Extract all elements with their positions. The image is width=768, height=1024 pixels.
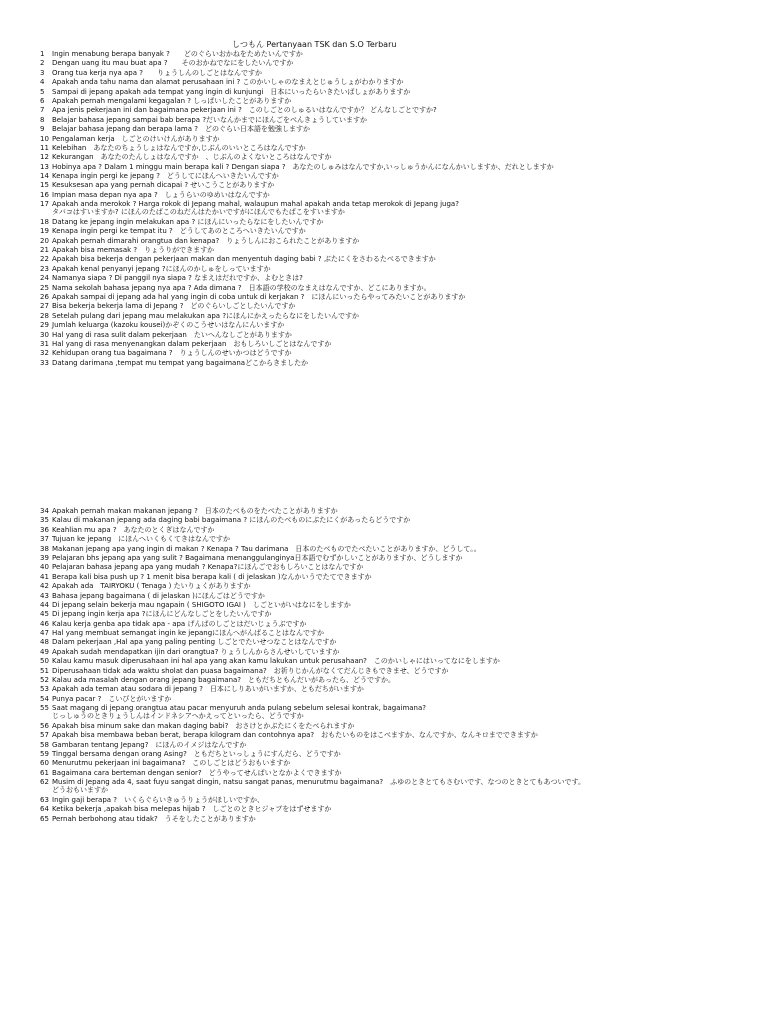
question-number: 46 <box>40 619 49 628</box>
question-number: 7 <box>40 106 45 115</box>
question-row <box>0 750 768 758</box>
question-number: 32 <box>40 349 49 358</box>
question-row <box>0 545 768 553</box>
question-row <box>0 657 768 665</box>
question-line: Impian masa depan nya apa ? しょうらいのゆめいはなんですか <box>52 190 270 199</box>
question-row <box>0 563 768 571</box>
question-number: 60 <box>40 759 49 768</box>
question-number: 13 <box>40 162 49 171</box>
question-number: 51 <box>40 666 49 675</box>
question-row <box>0 695 768 703</box>
question-row <box>0 796 768 804</box>
question-text <box>52 181 274 189</box>
question-list-part-2 <box>0 507 768 823</box>
question-text <box>52 218 323 226</box>
question-number: 10 <box>40 134 49 143</box>
question-line: Makanan jepang apa yang ingin di makan ? Kenapa ? Tau darimana 日本のたべものでたべたいことがありますか、どうして。。 <box>52 544 481 553</box>
question-line: Pelajaran bhs jepang apa yang sulit ? Bagaimana menanggulanginya日本語でむずかしいことがありますか、どうしますか <box>52 553 463 562</box>
question-text <box>52 610 272 618</box>
question-text <box>52 582 251 590</box>
question-line: Kehidupan orang tua bagaimana ? りょうしんのせいかつはどうですか <box>52 349 292 358</box>
question-text <box>52 769 342 777</box>
question-row <box>0 255 768 263</box>
question-line: Jumlah keluarga (kazoku kousei)かぞくのこうせいはなんにんいますか <box>52 321 285 330</box>
question-number: 40 <box>40 563 49 572</box>
question-text <box>52 667 448 675</box>
question-number: 37 <box>40 535 49 544</box>
question-text <box>52 144 306 152</box>
question-line: Namanya siapa ? Di panggil nya siapa ? なまえはだれですか、よむときは? <box>52 274 303 283</box>
question-line: Apakah pernah makan makanan jepang ? 日本のたべものをたべたことがありますか <box>52 507 338 515</box>
question-line: Kalau di makanan jepang ada daging babi bagaimana ? にほんのたべものにぶたにくがあったらどうですか <box>52 516 411 525</box>
question-text <box>52 592 265 600</box>
question-line: Gambaran tentang Jepang? にほんのイメジはなんですか <box>52 740 247 749</box>
question-row <box>0 237 768 245</box>
question-line: Berapa kali bisa push up ? 1 menit bisa berapa kali ( di jelaskan )なんかいうでたてできますか <box>52 572 372 581</box>
question-row <box>0 778 768 794</box>
question-text <box>52 573 372 581</box>
question-line: Diperusahaan tidak ada waktu sholat dan puasa bagaimana? お祈りじかんがなくてだんじきもできませ、どうですか <box>52 666 449 675</box>
question-number: 43 <box>40 591 49 600</box>
question-row <box>0 321 768 329</box>
question-number: 1 <box>40 50 45 58</box>
question-number: 27 <box>40 302 49 311</box>
question-row <box>0 125 768 133</box>
question-line: Kenapa ingin pergi ke jepang ? どうしてにほんへいきたいんですか <box>52 172 279 181</box>
question-line: Ingin menabung berapa banyak ? どのぐらいおかねをためたいんですか <box>52 50 303 58</box>
question-number: 54 <box>40 694 49 703</box>
question-row <box>0 731 768 739</box>
question-row <box>0 759 768 767</box>
question-line: Hal yang di rasa menyenangkan dalam pekerjaan おもしろいしごとはなんですか <box>52 339 332 348</box>
question-row <box>0 340 768 348</box>
question-row <box>0 526 768 534</box>
question-number: 64 <box>40 805 49 814</box>
question-line: Dengan uang itu mau buat apa ? そのおかねでなにをしたいんですか <box>52 59 294 68</box>
question-line: Menurutmu pekerjaan ini bagaimana? このしごとはどうおもいますか <box>52 759 291 768</box>
question-number: 14 <box>40 172 49 181</box>
question-line: Nama sekolah bahasa jepang nya apa ? Ada dimana ? 日本語の学校のなまえはなんですか、どこにありますか。 <box>52 283 431 292</box>
question-text <box>52 629 324 637</box>
question-row <box>0 629 768 637</box>
question-text <box>52 97 291 105</box>
question-text <box>52 78 403 86</box>
question-number: 34 <box>40 507 49 515</box>
question-text <box>52 601 351 609</box>
question-number: 25 <box>40 283 49 292</box>
question-line: Kalau kerja genba apa tidak apa - apa げんばのしごとはだいじょうぶですか <box>52 619 307 628</box>
question-number: 26 <box>40 292 49 301</box>
question-text <box>52 722 354 730</box>
question-line: Setelah pulang dari jepang mau melakukan apa ?にほんにかえったらなにをしたいんですか <box>52 311 360 320</box>
question-row <box>0 97 768 105</box>
question-line: Kalau ada masalah dengan orang jepang bagaimana? ともだちともんだいがあったら、どうですか。 <box>52 676 395 685</box>
question-line: Tinggal bersama dengan orang Asing? ともだちといっしょうにすんだら、どうですか <box>52 749 341 758</box>
question-number: 42 <box>40 582 49 591</box>
question-line: Musim di Jepang ada 4, saat fuyu sangat dingin, natsu sangat panas, menurutmu bagaimana? ふゆのときとてもさむいです、なつのときとてもあついです。 <box>52 778 585 787</box>
question-row <box>0 144 768 152</box>
question-row <box>0 191 768 199</box>
question-row <box>0 88 768 96</box>
question-number: 56 <box>40 721 49 730</box>
question-row <box>0 815 768 823</box>
question-row <box>0 704 768 720</box>
question-text <box>52 59 293 67</box>
question-text <box>52 620 306 628</box>
question-text <box>52 265 271 273</box>
question-text <box>52 340 331 348</box>
question-text <box>52 535 230 543</box>
question-text <box>52 805 331 813</box>
question-row <box>0 302 768 310</box>
question-line: Apakah pernah mengalami kegagalan ? しっぱいしたことがありますか <box>52 96 292 105</box>
question-row <box>0 274 768 282</box>
question-number: 8 <box>40 115 45 124</box>
question-number: 35 <box>40 516 49 525</box>
question-row <box>0 312 768 320</box>
question-number: 19 <box>40 227 49 236</box>
question-text <box>52 293 465 301</box>
question-number: 9 <box>40 125 45 134</box>
question-text <box>52 106 437 114</box>
question-line: Apakah ada teman atau sodara di jepang ? 日本にしりあいがいますか、ともだちがいますか <box>52 685 364 694</box>
question-text <box>52 227 306 235</box>
question-text <box>52 778 585 794</box>
question-row <box>0 218 768 226</box>
question-line: Pernah berbohong atau tidak? うそをしたことがありますか <box>52 814 256 823</box>
question-number: 52 <box>40 676 49 685</box>
question-line: タバコはすいますか? にほんのたばこのねだんはたかいですがにほんでもたばこをすいますか <box>52 208 345 217</box>
question-text <box>52 116 367 124</box>
question-line: Punya pacar ? こいびとがいますか <box>52 694 172 703</box>
question-number: 30 <box>40 330 49 339</box>
question-text <box>52 731 538 739</box>
question-row <box>0 172 768 180</box>
question-row <box>0 648 768 656</box>
question-number: 17 <box>40 200 49 209</box>
question-row <box>0 284 768 292</box>
question-text <box>52 741 246 749</box>
question-row <box>0 331 768 339</box>
question-text <box>52 648 340 656</box>
question-line: Saat magang di jepang orangtua atau pacar menyuruh anda pulang sebelum selesai kontrak, bagaimana? <box>52 704 426 713</box>
question-row <box>0 135 768 143</box>
question-row <box>0 741 768 749</box>
question-number: 33 <box>40 358 49 367</box>
question-number: 41 <box>40 572 49 581</box>
question-row <box>0 153 768 161</box>
question-row <box>0 610 768 618</box>
question-line: Bisa bekerja bekerja lama di Jepang ? どのぐらいしごとしたいんですか <box>52 302 296 311</box>
question-line: Sampai di jepang apakah ada tempat yang ingin di kunjungi 日本にいったらいきたいばしょがありますか <box>52 87 411 96</box>
question-text <box>52 153 332 161</box>
question-text <box>52 163 554 171</box>
question-row <box>0 685 768 693</box>
question-row <box>0 50 768 58</box>
question-line: Kalau kamu masuk diperusahaan ini hal apa yang akan kamu lakukan untuk perusahaan? このかいしゃにはいってなにをしますか <box>52 657 500 666</box>
question-row <box>0 163 768 171</box>
question-line: Apakah pernah dimarahi orangtua dan kenapa? りょうしんにおこられたことがありますか <box>52 236 360 245</box>
question-text <box>52 312 359 320</box>
question-text <box>52 685 364 693</box>
question-line: Belajar bahasa jepang sampai bab berapa ?だいなんかまでにほんごをべんきょうしていますか <box>52 115 368 124</box>
question-row <box>0 507 768 515</box>
question-text <box>52 255 436 263</box>
question-row <box>0 620 768 628</box>
question-text <box>52 321 284 329</box>
question-number: 38 <box>40 544 49 553</box>
question-line: Belajar bahasa jepang dan berapa lama ? どのぐらい日本語を勉強しますか <box>52 125 310 134</box>
question-row <box>0 69 768 77</box>
question-number: 2 <box>40 59 45 68</box>
question-text <box>52 274 303 282</box>
question-row <box>0 59 768 67</box>
question-number: 39 <box>40 553 49 562</box>
question-number: 50 <box>40 657 49 666</box>
question-number: 31 <box>40 339 49 348</box>
question-number: 20 <box>40 236 49 245</box>
question-row <box>0 78 768 86</box>
question-row <box>0 181 768 189</box>
question-line: Kekurangan あなたのたんしょはなんですか 、じぶんのよくないところはなんですか <box>52 153 332 162</box>
question-row <box>0 535 768 543</box>
question-line: Bahasa jepang bagaimana ( di jelaskan )にほんごはどうですか <box>52 591 265 600</box>
question-number: 57 <box>40 731 49 740</box>
question-number: 22 <box>40 255 49 264</box>
question-text <box>52 704 426 720</box>
question-text <box>52 815 256 823</box>
question-text <box>52 200 459 216</box>
question-number: 11 <box>40 143 49 152</box>
question-text <box>52 516 410 524</box>
question-number: 58 <box>40 740 49 749</box>
question-text <box>52 246 214 254</box>
question-row <box>0 676 768 684</box>
question-text <box>52 796 264 804</box>
question-line: Ingin gaji berapa ? いくらぐらいきゅうりょうがほしいですか、 <box>52 795 264 804</box>
question-text <box>52 172 279 180</box>
question-line: Apakah anda merokok ? Harga rokok di Jepang mahal, walaupun mahal apakah anda tetap merokok di Jepang juga? <box>52 200 459 209</box>
question-line: Dalam pekerjaan ,Hal apa yang paling penting しごとでたいせつなことはなんですか <box>52 638 337 647</box>
question-line: Apakah bisa membawa beban berat, berapa kilogram dan contohnya apa? おもたいものをはこべますか、なんですか、なんキロまでできますか <box>52 731 538 740</box>
question-row <box>0 293 768 301</box>
question-number: 49 <box>40 647 49 656</box>
question-line: Apakah bisa memasak ? りょうりができますか <box>52 246 215 255</box>
question-line: Apakah bisa minum sake dan makan daging babi? おさけとかぶたにくをたべられますか <box>52 721 355 730</box>
question-line: Apakah sudah mendapatkan ijin dari orangtua? りょうしんからさんせいしていますか <box>52 647 340 656</box>
question-line: Apakah ada TAIRYOKU ( Tenaga ) たいりょくがありますか <box>52 582 251 591</box>
question-number: 21 <box>40 246 49 255</box>
question-line: Ketika bekerja ,apakah bisa melepas hijab ? しごとのときヒジャブをはずせますか <box>52 805 332 814</box>
question-line: Kenapa ingin pergi ke tempat itu ? どうしてあのところへいきたいんですか <box>52 227 306 236</box>
question-line: Bagaimana cara berteman dengan senior? どうやってせんぱいとなかよくできますか <box>52 768 342 777</box>
question-number: 36 <box>40 525 49 534</box>
question-number: 45 <box>40 610 49 619</box>
question-row <box>0 582 768 590</box>
question-row <box>0 554 768 562</box>
question-line: Hobinya apa ? Dalam 1 minggu main berapa kali ? Dengan siapa ? あなたのしゅみはなんですか,いっしゅうかんになんかいしますか、だれとしますか <box>52 162 554 171</box>
question-line: Di jepang ingin kerja apa ?にほんにどんなしごとをしたいんですか <box>52 610 272 619</box>
question-row <box>0 200 768 216</box>
question-number: 53 <box>40 685 49 694</box>
question-number: 4 <box>40 78 45 87</box>
question-number: 16 <box>40 190 49 199</box>
question-row <box>0 246 768 254</box>
question-text <box>52 135 220 143</box>
question-text <box>52 349 292 357</box>
question-row <box>0 805 768 813</box>
question-line: どうおもいますか <box>52 786 108 795</box>
question-text <box>52 526 215 534</box>
question-number: 28 <box>40 311 49 320</box>
question-text <box>52 50 303 58</box>
question-text <box>52 284 431 292</box>
question-list-part-1 <box>0 50 768 367</box>
question-row <box>0 265 768 273</box>
question-text <box>52 750 341 758</box>
question-line: Hal yang di rasa sulit dalam pekerjaan たいへんなしごとがありますか <box>52 330 292 339</box>
question-text <box>52 69 262 77</box>
question-text <box>52 88 410 96</box>
question-line: Kesuksesan apa yang pernah dicapai ? せいこうことがありますか <box>52 181 275 190</box>
question-line: じっしゅうのときりょうしんはインドネシアへかえってといったら、どうですか <box>52 712 304 721</box>
question-row <box>0 667 768 675</box>
question-line: Hal yang membuat semangat ingin ke jepangにほんへがんばることはなんですか <box>52 629 325 638</box>
question-text <box>52 359 308 367</box>
question-line: Datang ke jepang ingin melakukan apa ? にほんにいったらなにをしたいんですか <box>52 217 324 226</box>
question-row <box>0 516 768 524</box>
question-row <box>0 769 768 777</box>
question-line: Di jepang selain bekerja mau ngapain ( SHIGOTO IGAI ) しごといがいはなにをしますか <box>52 600 351 609</box>
question-line: Apakah kenal penyanyi jepang ?にほんのかしゅをしっていますか <box>52 264 271 273</box>
question-row <box>0 601 768 609</box>
question-text <box>52 331 292 339</box>
question-line: Pengalaman kerja しごとのけいけんがありますか <box>52 134 220 143</box>
question-line: Apa jenis pekerjaan ini dan bagaimana pekerjaan ini ? このしごとのしゅるいはなんですか？ どんなしごとですか? <box>52 106 437 115</box>
question-text <box>52 237 359 245</box>
question-number: 65 <box>40 814 49 823</box>
question-row <box>0 106 768 114</box>
question-number: 23 <box>40 264 49 273</box>
question-number: 61 <box>40 768 49 777</box>
question-text <box>52 125 310 133</box>
question-number: 5 <box>40 87 45 96</box>
question-line: Kelebihan あなたのちょうしょはなんですか,じぶんのいいところはなんですか <box>52 143 306 152</box>
question-row <box>0 573 768 581</box>
question-number: 47 <box>40 629 49 638</box>
question-line: Tujuan ke jepang にほんへいくもくてきはなんですか <box>52 535 231 544</box>
question-line: Apakah anda tahu nama dan alamat perusahaan ini ? このかいしゃのなまえとじゅうしょがわかりますか <box>52 78 404 87</box>
question-number: 3 <box>40 68 45 77</box>
question-text <box>52 759 290 767</box>
question-text <box>52 507 338 515</box>
question-text <box>52 554 462 562</box>
question-number: 62 <box>40 778 49 787</box>
question-line: Datang darimana ,tempat mu tempat yang bagaimanaどこからきましたか <box>52 358 309 367</box>
question-number: 18 <box>40 217 49 226</box>
question-text <box>52 676 395 684</box>
question-number: 59 <box>40 749 49 758</box>
question-text <box>52 695 171 703</box>
question-text <box>52 545 481 553</box>
question-line: Pelajaran bahasa jepang apa yang mudah ? Kenapa?にほんごでおもしろいことはなんですか <box>52 563 364 572</box>
question-number: 6 <box>40 96 45 105</box>
question-row <box>0 722 768 730</box>
question-text <box>52 638 336 646</box>
question-row <box>0 227 768 235</box>
question-row <box>0 116 768 124</box>
question-number: 63 <box>40 795 49 804</box>
question-line: Apakah sampai di jepang ada hal yang ingin di coba untuk di kerjakan ? にほんにいったらやってみたいことがありますか <box>52 292 466 301</box>
question-row <box>0 592 768 600</box>
question-number: 48 <box>40 638 49 647</box>
question-text <box>52 191 270 199</box>
question-row <box>0 359 768 367</box>
question-text <box>52 657 500 665</box>
question-line: Orang tua kerja nya apa ? りょうしんのしごとはなんですか <box>52 68 262 77</box>
document-title: しつもん Pertanyaan TSK dan S.O Terbaru <box>232 40 397 49</box>
question-number: 44 <box>40 600 49 609</box>
question-row <box>0 349 768 357</box>
question-line: Apakah bisa bekerja dengan pekerjaan makan dan menyentuh daging babi ? ぶたにくをさわるたべるできますか <box>52 255 436 264</box>
question-text <box>52 302 295 310</box>
question-number: 24 <box>40 274 49 283</box>
question-number: 55 <box>40 704 49 713</box>
question-line: Keahlian mu apa ? あなたのとくぎはなんですか <box>52 525 215 534</box>
question-text <box>52 563 363 571</box>
question-number: 12 <box>40 153 49 162</box>
question-number: 15 <box>40 181 49 190</box>
question-number: 29 <box>40 321 49 330</box>
question-row <box>0 638 768 646</box>
